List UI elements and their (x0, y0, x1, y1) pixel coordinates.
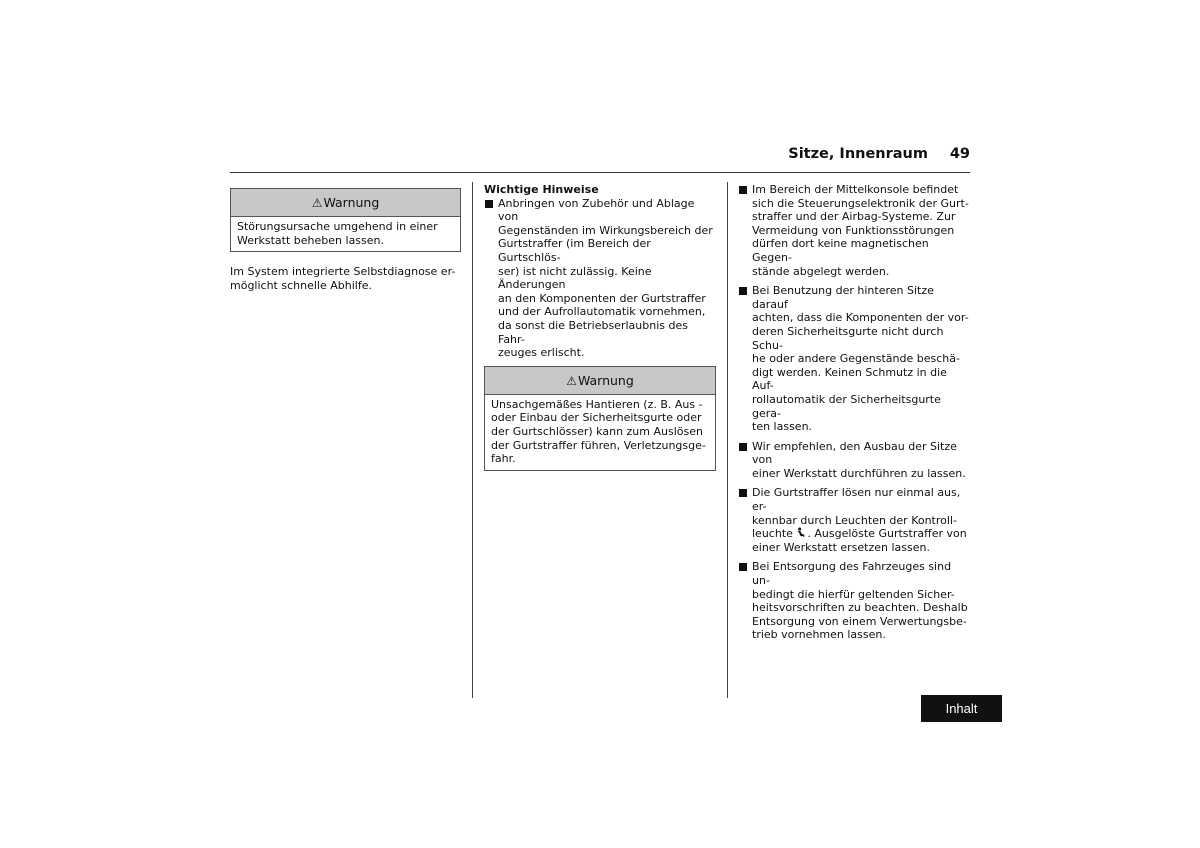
list-item (738, 183, 970, 278)
text-line: kennbar durch Leuchten der Kontroll- (752, 513, 957, 527)
warning-box (484, 366, 716, 471)
bullet-square-icon (485, 200, 493, 208)
text-line: Bei Benutzung der hinteren Sitze darauf (752, 284, 934, 311)
text-line: und der Aufrollautomatik vornehmen, (498, 305, 706, 319)
text-line: Vermeidung von Funktionsstörungen (752, 223, 955, 237)
text-line: ten lassen. (752, 420, 813, 434)
text-line: Die Gurtstraffer lösen nur einmal aus, er- (752, 486, 961, 514)
warning-box (230, 188, 461, 252)
text-line (752, 527, 970, 541)
text-line: Werkstatt beheben lassen. (237, 233, 385, 247)
text-line: Gurtstraffer (im Bereich der Gurtschlös- (498, 237, 651, 264)
header-rule (230, 172, 970, 173)
text-line: Entsorgung von einem Verwertungsbe- (752, 614, 967, 628)
page-number: 49 (949, 146, 970, 162)
list-item (738, 560, 970, 642)
header-title: Sitze, Innenraum (788, 146, 928, 162)
text-line: deren Sicherheitsgurte nicht durch Schu- (752, 324, 944, 352)
text-line: Im System integrierte Selbstdiagnose er- (230, 265, 456, 279)
list-item (738, 284, 970, 434)
bullet-square-icon (739, 443, 747, 451)
text-line: Unsachgemäßes Hantieren (z. B. Aus - (491, 397, 703, 411)
bullet-square-icon (739, 186, 747, 194)
column-divider-2 (727, 182, 728, 698)
text-line: Gegenständen im Wirkungsbereich der (498, 223, 713, 237)
warning-triangle-icon: ⚠ (566, 373, 577, 388)
text-line: Störungsursache umgehend in einer (237, 220, 438, 233)
text-line: achten, dass die Komponenten der vor- (752, 311, 969, 325)
text-line: zeuges erlischt. (498, 346, 585, 360)
text-line: oder Einbau der Sicherheitsgurte oder (491, 411, 702, 425)
text-line: digt werden. Keinen Schmutz in die Auf- (752, 365, 947, 393)
text-line: der Gurtstraffer führen, Verletzungsge- (491, 438, 706, 452)
warning-title: Warnung (323, 195, 380, 210)
text-line: möglicht schnelle Abhilfe. (230, 278, 372, 292)
list-item (484, 197, 716, 360)
text-fragment: . Ausgelöste Gurtstraffer von (807, 527, 967, 541)
text-line: heitsvorschriften zu beachten. Deshalb (752, 601, 968, 615)
text-line: rollautomatik der Sicherheitsgurte gera- (752, 392, 941, 420)
text-line: einer Werkstatt durchführen zu lassen. (752, 466, 966, 480)
inhalt-button[interactable]: Inhalt (921, 695, 1002, 722)
text-line: bedingt die hierfür geltenden Sicher- (752, 587, 955, 601)
subheading: Wichtige Hinweise (484, 183, 599, 196)
text-line: ser) ist nicht zulässig. Keine Änderungen (498, 264, 652, 292)
text-line: Wir empfehlen, den Ausbau der Sitze von (752, 439, 957, 467)
text-line: dürfen dort keine magnetischen Gegen- (752, 237, 929, 264)
text-line: Bei Entsorgung des Fahrzeuges sind un- (752, 560, 952, 588)
text-line: straffer und der Airbag-Systeme. Zur (752, 210, 956, 224)
warning-header (231, 189, 460, 217)
warning-triangle-icon: ⚠ (311, 196, 323, 210)
text-line: he oder andere Gegenstände beschä- (752, 352, 960, 366)
text-line: trieb vornehmen lassen. (752, 628, 886, 642)
column-1 (230, 188, 461, 292)
warning-text (485, 395, 715, 470)
warning-title: Warnung (577, 372, 634, 388)
paragraph (230, 265, 461, 292)
text-line: da sonst die Betriebserlaubnis des Fahr- (498, 318, 688, 346)
text-line: sich die Steuerungselektronik der Gurt- (752, 196, 969, 210)
column-3 (738, 183, 970, 648)
text-line: fahr. (491, 452, 516, 466)
warning-header (485, 367, 715, 395)
text-fragment: leuchte (752, 527, 797, 541)
list-item (738, 486, 970, 554)
list-item (738, 440, 970, 481)
text-line: einer Werkstatt ersetzen lassen. (752, 540, 930, 554)
warning-text (231, 217, 460, 251)
seatbelt-tensioner-icon (796, 527, 807, 540)
text-line: Im Bereich der Mittelkonsole befindet (752, 183, 959, 196)
column-divider-1 (472, 182, 473, 698)
text-line: an den Komponenten der Gurtstraffer (498, 291, 706, 305)
bullet-square-icon (739, 287, 747, 295)
column-2 (484, 183, 716, 471)
text-line: stände abgelegt werden. (752, 264, 890, 278)
bullet-square-icon (739, 489, 747, 497)
text-line: der Gurtschlösser) kann zum Auslösen (491, 424, 703, 438)
bullet-square-icon (739, 563, 747, 571)
text-line: Anbringen von Zubehör und Ablage von (498, 196, 695, 224)
